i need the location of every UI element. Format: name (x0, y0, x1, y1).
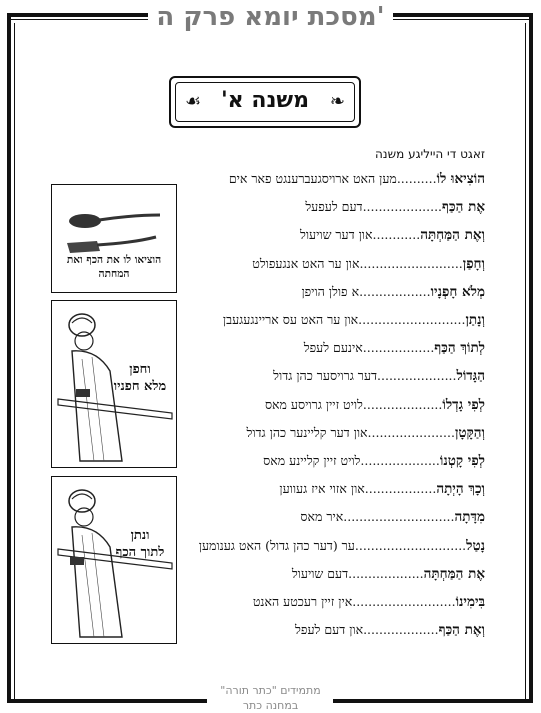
hebrew-phrase: מְלֹא חָפְנָיו (430, 283, 485, 300)
mishna-title: משנה א' (220, 88, 310, 113)
picture-priest-handful (51, 300, 177, 468)
yiddish-translation: ....................דעם לעפעל (305, 199, 443, 215)
yiddish-translation: ..........................און ער האט אנגעפולט (252, 255, 463, 271)
yiddish-translation: ..................א פולן הויפן (301, 283, 431, 299)
yiddish-translation: ..................אינעם לעפל (303, 340, 435, 356)
ornament-left-icon: ☙ (185, 91, 202, 112)
yiddish-translation: ............................ער (דער כהן גדול) האט גענומען (198, 537, 467, 553)
picture-ladle-and-pan (51, 184, 177, 293)
yiddish-translation: ...................דעם שויעול (291, 565, 424, 581)
picture-priest-into-spoon (51, 476, 177, 644)
hebrew-phrase: אֶת הַמַּחְתָּה (423, 565, 485, 582)
picture-3-caption: ונתן לתוך הכף (115, 528, 165, 560)
hebrew-phrase: לְפִי גָדְלוֹ (442, 396, 485, 413)
hebrew-phrase: וְאֶת הַמַּחְתָּה (420, 227, 485, 244)
yiddish-translation: ..................און אזוי איז געווען (279, 481, 437, 497)
intro-text: זאגט די הייליגע משנה (374, 147, 485, 161)
yiddish-translation: ............און דער שויעול (300, 227, 421, 243)
yiddish-translation: ............................איר מאס (300, 509, 455, 525)
hebrew-phrase: לְתוֹךְ הַכַּף (434, 340, 485, 357)
yiddish-translation: ....................לויט זיין קליינע מאס (263, 453, 440, 468)
yiddish-translation: ......................און דער קליינער כהן גדול (246, 424, 455, 440)
page-title: מסכת יומא פרק ה' (0, 2, 541, 32)
yiddish-translation: ..........................אין זיין רעכטע האנט (252, 594, 456, 609)
picture-1-caption: הוציאו לו את הכף ואת המחתה (66, 254, 162, 280)
hebrew-phrase: נָטַל (466, 537, 485, 554)
hebrew-phrase: וְהַקָּטָן (454, 424, 485, 441)
yiddish-translation: ..........מען האט ארויסגעברענגט פאר אים (228, 171, 437, 186)
footer-line-2: במחנה כתר (242, 699, 299, 712)
hebrew-phrase: וְאֶת הַכַּף (438, 622, 485, 639)
mishna-heading-box (169, 76, 361, 128)
yiddish-translation: ...........................און ער האט עס אריינגעגעבן (222, 312, 466, 327)
ornament-right-icon: ❧ (329, 91, 345, 112)
picture-2-caption: וחפן מלא חפניו (113, 362, 167, 394)
hebrew-phrase: וְכָךְ הָיְתָה (436, 481, 485, 498)
hebrew-phrase: וְנָתַן (465, 312, 485, 328)
yiddish-translation: ....................דער גרויסער כהן גדול (273, 368, 457, 384)
yiddish-translation: ...................און דעם לעפל (295, 622, 439, 638)
hebrew-phrase: מִדָּתָה (454, 509, 485, 526)
hebrew-phrase: וְחָפַן (462, 255, 485, 272)
hebrew-phrase: לְפִי קָטְנוֹ (439, 453, 485, 469)
yiddish-translation: ....................לויט זיין גרויסע מאס (264, 396, 443, 412)
hebrew-phrase: בִּימִינוֹ (455, 594, 485, 610)
hebrew-phrase: הַגָּדוֹל (456, 368, 485, 385)
hebrew-phrase: אֶת הַכַּף (442, 199, 485, 216)
hebrew-phrase: הוֹצִיאוּ לוֹ (436, 171, 485, 187)
footer-line-1: מתמידים "כתר תורה" (220, 684, 321, 697)
